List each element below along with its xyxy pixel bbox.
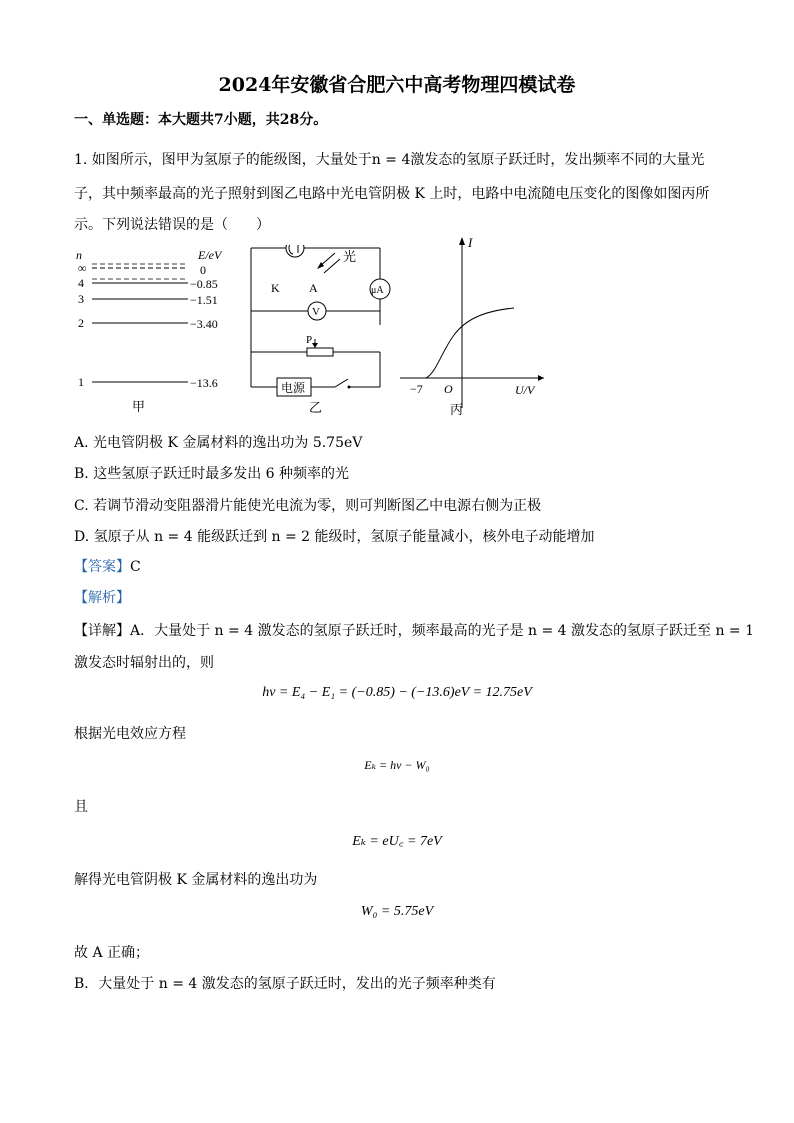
equation-3: Eₖ = eU꜀ = 7eV (352, 834, 442, 849)
detail-line-1 (74, 620, 754, 640)
detail-tag: 【详解】 (74, 623, 130, 639)
level-e-4: −0.85 (190, 277, 218, 291)
level-e-inf: 0 (200, 263, 206, 277)
n-header: n (76, 248, 82, 262)
option-b: B. 这些氢原子跃迁时最多发出 6 种频率的光 (74, 466, 349, 482)
answer-line (74, 556, 141, 576)
level-e-1: −13.6 (190, 376, 218, 390)
slider-arrow-icon (312, 343, 318, 348)
switch-icon (335, 379, 348, 387)
question-line-2: 子，其中频率最高的光子照射到图乙电路中光电管阴极 K 上时，电路中电流随电压变化的图像如图丙所 (74, 186, 710, 202)
y-axis-label: I (468, 235, 473, 250)
level-e-2: −3.40 (190, 317, 218, 331)
equation-1: hν = E₄ − E₁ = (−0.85) − (−13.6)eV = 12.75eV (262, 685, 532, 700)
detail-text-2: 根据光电效应方程 (74, 726, 186, 742)
question-line-3: 示。下列说法错误的是（ ） (74, 217, 270, 233)
rheostat-icon (307, 348, 333, 356)
answer-value: C (130, 559, 141, 575)
level-n-3: 3 (78, 292, 84, 306)
analysis-tag: 【解析】 (74, 590, 130, 606)
level-n-inf: ∞ (78, 261, 87, 275)
power-source-label: 电源 (281, 381, 306, 395)
page-title: 2024年安徽省合肥六中高考物理四模试卷 (218, 74, 576, 96)
level-e-3: −1.51 (190, 293, 218, 307)
x-axis-label: U/V (515, 383, 535, 397)
level-n-4: 4 (78, 276, 84, 290)
answer-tag: 【答案】 (74, 559, 130, 575)
iu-graph (398, 233, 546, 420)
circuit-diagram (245, 245, 395, 420)
detail-text-3: 且 (74, 799, 88, 815)
section-heading: 一、单选题：本大题共7小题，共28分。 (74, 112, 328, 128)
slider-label: P (306, 334, 313, 346)
level-n-2: 2 (78, 316, 84, 330)
light-label: 光 (343, 249, 357, 264)
equation-4: W₀ = 5.75eV (360, 904, 434, 919)
detail-text-5: 故 A 正确； (74, 945, 150, 961)
option-a: A. 光电管阴极 K 金属材料的逸出功为 5.75eV (74, 435, 363, 451)
stop-voltage-label: −7 (410, 382, 423, 396)
caption-jia: 甲 (132, 399, 146, 414)
anode-label: A (309, 281, 318, 295)
caption-bing: 丙 (450, 402, 464, 417)
x-axis-arrow-icon (538, 375, 544, 381)
cathode-label: K (271, 281, 280, 295)
option-c: C. 若调节滑动变阻器滑片能使光电流为零，则可判断图乙中电源右侧为正极 (74, 498, 542, 514)
option-d: D. 氢原子从 n = 4 能级跃迁到 n = 2 能级时，氢原子能量减小，核外电子动能增加 (74, 529, 595, 545)
energy-level-diagram (70, 245, 250, 420)
level-n-1: 1 (78, 375, 84, 389)
detail-text-6: B．大量处于 n = 4 激发态的氢原子跃迁时，发出的光子频率种类有 (74, 976, 496, 992)
question-line-1: 1. 如图所示，图甲为氢原子的能级图，大量处于n = 4激发态的氢原子跃迁时，发出频率不同的大量光 (74, 152, 705, 168)
origin-label: O (444, 382, 453, 396)
caption-yi: 乙 (309, 400, 323, 415)
ammeter-label: μA (371, 285, 384, 296)
detail-text-1: A．大量处于 n = 4 激发态的氢原子跃迁时，频率最高的光子是 n = 4 激发态的氢原子跃迁至 n = 1 (130, 623, 755, 639)
detail-line-2: 激发态时辐射出的，则 (74, 655, 214, 671)
voltmeter-label: V (312, 306, 320, 318)
detail-text-4: 解得光电管阴极 K 金属材料的逸出功为 (74, 872, 318, 888)
iu-curve (426, 308, 514, 378)
equation-2: Eₖ = hν − W₀ (364, 758, 430, 772)
energy-header: E/eV (198, 248, 222, 262)
y-axis-arrow-icon (459, 237, 465, 245)
